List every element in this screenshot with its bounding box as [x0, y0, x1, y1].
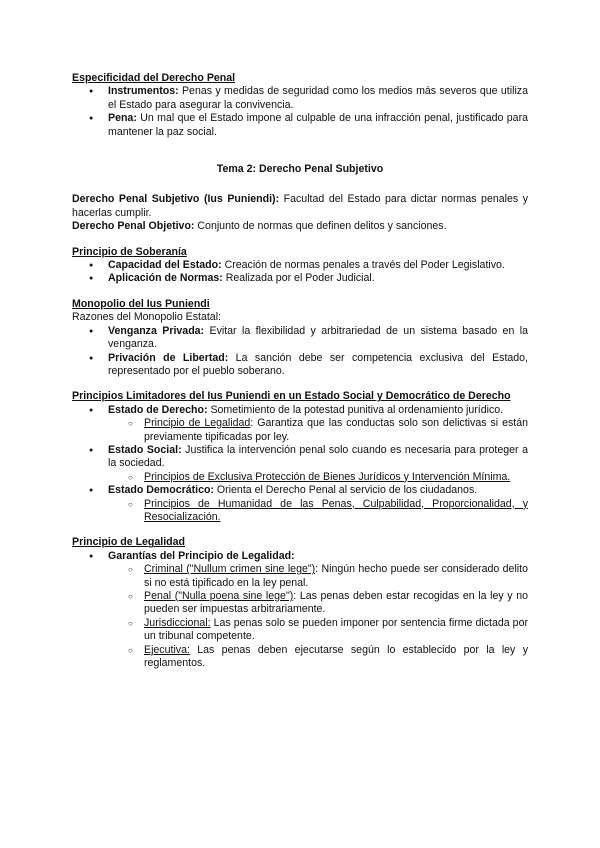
- sub-item-text: Las penas solo se pueden imponer por sentencia firme dictada por un tribunal competente.: [144, 616, 528, 643]
- sub-item-term: Ejecutiva:: [144, 643, 190, 656]
- item-term: Garantías del Principio de Legalidad:: [108, 549, 295, 562]
- section-intro: Razones del Monopolio Estatal:: [72, 311, 221, 324]
- section-legalidad: [72, 536, 528, 670]
- definition: [72, 193, 528, 220]
- section-soberania: [72, 246, 528, 286]
- definition-term: Derecho Penal Objetivo:: [72, 220, 195, 233]
- sub-list-item: [72, 617, 528, 644]
- list-item: [72, 404, 528, 417]
- item-text: La sanción debe ser competencia exclusiva del Estado, representado por el pueblo soberano.: [108, 351, 528, 377]
- item-text: Realizada por el Poder Judicial.: [222, 272, 375, 285]
- section-heading: Principios Limitadores del Ius Puniendi en un Estado Social y Democrático de Derecho: [72, 390, 511, 403]
- list-item: [72, 85, 528, 112]
- section-heading: Monopolio del Ius Puniendi: [72, 297, 210, 310]
- document-page: [72, 72, 528, 682]
- definition: [72, 220, 528, 233]
- sub-item-term: Penal ("Nulla poena sine lege"): [144, 590, 294, 602]
- item-term: Estado Social:: [108, 443, 182, 456]
- item-text: Justifica la intervención penal solo cuando es necesaria para proteger a la sociedad.: [108, 443, 529, 470]
- sub-item-term: Criminal ("Nullum crimen sine lege"): [144, 563, 316, 576]
- sub-item-term: Principios de Humanidad de las Penas, Culpabilidad, Proporcionalidad, y Resocialización.: [144, 497, 528, 523]
- sub-list-item: [72, 563, 528, 590]
- bullet-list: [72, 85, 528, 139]
- item-term: Pena:: [108, 112, 137, 125]
- item-term: Privación de Libertad:: [108, 351, 229, 364]
- section-monopolio: [72, 298, 528, 378]
- list-item: [72, 112, 528, 139]
- sub-list-item: [72, 498, 528, 525]
- sub-item-text: Las penas deben ejecutarse según lo establecido por la ley y reglamentos.: [144, 643, 528, 670]
- item-text: Un mal que el Estado impone al culpable de una infracción penal, justificado para mantener la paz social.: [108, 112, 528, 138]
- section-definitions: [72, 193, 528, 233]
- list-item: [72, 272, 528, 285]
- section-especificidad: [72, 72, 528, 139]
- item-term: Estado de Derecho:: [108, 403, 208, 416]
- tema-title: Tema 2: Derecho Penal Subjetivo: [216, 163, 384, 176]
- item-text: Evitar la flexibilidad y arbitrariedad de un sistema basado en la venganza.: [108, 324, 528, 351]
- section-principios-limitadores: [72, 390, 528, 524]
- bullet-list: [72, 404, 528, 525]
- sub-list-item: [72, 644, 528, 671]
- sub-item-term: Principios de Exclusiva Protección de Bienes Jurídicos y Intervención Mínima.: [144, 470, 511, 483]
- section-heading: Principio de Legalidad: [72, 536, 186, 549]
- item-term: Capacidad del Estado:: [108, 259, 222, 272]
- sub-list-item: [72, 417, 528, 444]
- list-item: [72, 259, 528, 272]
- definition-term: Derecho Penal Subjetivo (Ius Puniendi):: [72, 193, 280, 206]
- sub-item-text: : Las penas deben estar recogidas en la ley y no pueden ser impuestas arbitrariamente.: [144, 590, 528, 616]
- item-term: Aplicación de Normas:: [108, 272, 223, 285]
- list-item: [72, 484, 528, 497]
- sub-item-term: Principio de Legalidad: [144, 417, 251, 430]
- section-heading: Principio de Soberanía: [72, 245, 187, 258]
- item-text: Penas y medidas de seguridad como los medios más severos que utiliza el Estado para asegurar la convivencia.: [108, 85, 528, 111]
- section-heading: Especificidad del Derecho Penal: [72, 72, 236, 84]
- list-item: [72, 444, 528, 471]
- item-text: Creación de normas penales a través del Poder Legislativo.: [221, 259, 505, 272]
- bullet-list: [72, 325, 528, 379]
- sub-item-text: : Garantiza que las conductas solo son delictivas si están previamente tipificadas por ley.: [144, 417, 528, 443]
- definition-text: Conjunto de normas que definen delitos y sanciones.: [194, 220, 447, 233]
- item-term: Instrumentos:: [108, 85, 179, 98]
- sub-list-item: [72, 590, 528, 617]
- sub-item-term: Jurisdiccional:: [144, 616, 211, 629]
- bullet-list: [72, 550, 528, 671]
- bullet-list: [72, 259, 528, 286]
- list-item: [72, 550, 528, 563]
- list-item: [72, 325, 528, 352]
- definition-text: Facultad del Estado para dictar normas penales y hacerlas cumplir.: [72, 193, 528, 219]
- item-term: Estado Democrático:: [108, 484, 214, 497]
- item-term: Venganza Privada:: [108, 324, 205, 337]
- item-text: Orienta el Derecho Penal al servicio de los ciudadanos.: [213, 484, 478, 497]
- sub-list-item: [72, 471, 528, 484]
- sub-item-text: : Ningún hecho puede ser considerado delito si no está tipificado en la ley penal.: [144, 563, 528, 589]
- list-item: [72, 352, 528, 379]
- item-text: Sometimiento de la potestad punitiva al ordenamiento jurídico.: [207, 403, 504, 416]
